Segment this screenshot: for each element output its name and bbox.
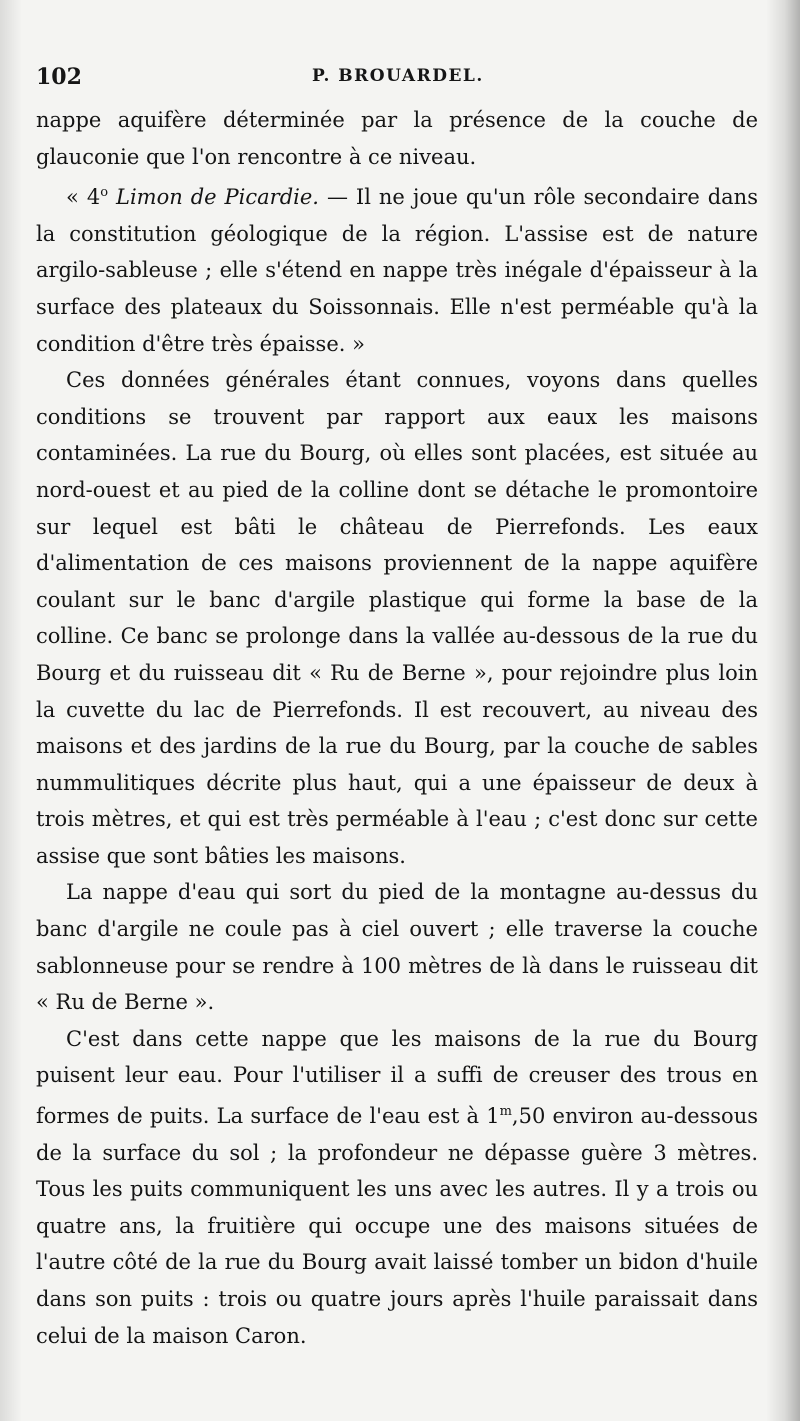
- unit-superscript: m: [499, 1104, 512, 1120]
- paragraph-text: nappe aquifère déterminée par la présence de la couche de glauconie que l'on rencontre à ce niveau.: [36, 108, 758, 169]
- paragraph-text: ,50 environ au-dessous de la surface du sol ; la profondeur ne dépasse guère 3 mètres. Tous les puits communiquent les uns avec les autres. Il y a trois ou quatre ans, la fruitière qui occupe une des maisons situées de l'autre côté de la rue du Bourg avait laissé tomber un bidon d'huile dans son puits : trois ou quatre jours après l'huile paraissait dans celui de la maison Caron.: [36, 1104, 758, 1348]
- paragraph-nappe-d-eau: [36, 874, 758, 1020]
- quote-open-number: « 4: [66, 185, 101, 210]
- paragraph-text: La nappe d'eau qui sort du pied de la montagne au-dessus du banc d'argile ne coule pas à ciel ouvert ; elle traverse la couche sablonneuse pour se rendre à 100 mètres de là dans le ruisseau dit « Ru de Berne ».: [36, 880, 758, 1015]
- section-title-italic: Limon de Picardie.: [116, 185, 319, 210]
- page-header: [36, 64, 756, 98]
- paragraph-donnees-generales: [36, 362, 758, 874]
- paragraph-puits: [36, 1021, 758, 1354]
- paragraph-text: — Il ne joue qu'un rôle secondaire dans la constitution géologique de la région. L'assise est de nature argilo-sableuse ; elle s'étend en nappe très inégale d'épaisseur à la surface des plateaux du Soissonnais. Elle n'est perméable qu'à la condition d'être très épaisse. »: [36, 185, 758, 356]
- ordinal-superscript: o: [100, 185, 109, 201]
- running-head: P. BROUARDEL.: [312, 66, 484, 86]
- page-gutter-shadow: [0, 0, 22, 1421]
- space: [108, 185, 116, 209]
- paragraph-continuation: [36, 102, 758, 175]
- body-text: [36, 102, 758, 1354]
- page-edge-shadow: [766, 0, 800, 1421]
- paragraph-limon-de-picardie: [36, 175, 758, 362]
- page-number: 102: [36, 64, 82, 90]
- paragraph-text: Ces données générales étant connues, voyons dans quelles conditions se trouvent par rapport aux eaux les maisons contaminées. La rue du Bourg, où elles sont placées, est située au nord-ouest et au pied de la colline dont se détache le promontoire sur lequel est bâti le château de Pierrefonds. Les eaux d'alimentation de ces maisons proviennent de la nappe aquifère coulant sur le banc d'argile plastique qui forme la base de la colline. Ce banc se prolonge dans la vallée au-dessous de la rue du Bourg et du ruisseau dit « Ru de Berne », pour rejoindre plus loin la cuvette du lac de Pierrefonds. Il est recouvert, au niveau des maisons et des jardins de la rue du Bourg, par la couche de sables nummulitiques décrite plus haut, qui a une épaisseur de deux à trois mètres, et qui est très perméable à l'eau ; c'est donc sur cette assise que sont bâties les maisons.: [36, 368, 758, 868]
- paragraph-text: C'est dans cette nappe que les maisons de la rue du Bourg puisent leur eau. Pour l'utiliser il a suffi de creuser des trous en formes de puits. La surface de l'eau est à 1: [36, 1026, 758, 1129]
